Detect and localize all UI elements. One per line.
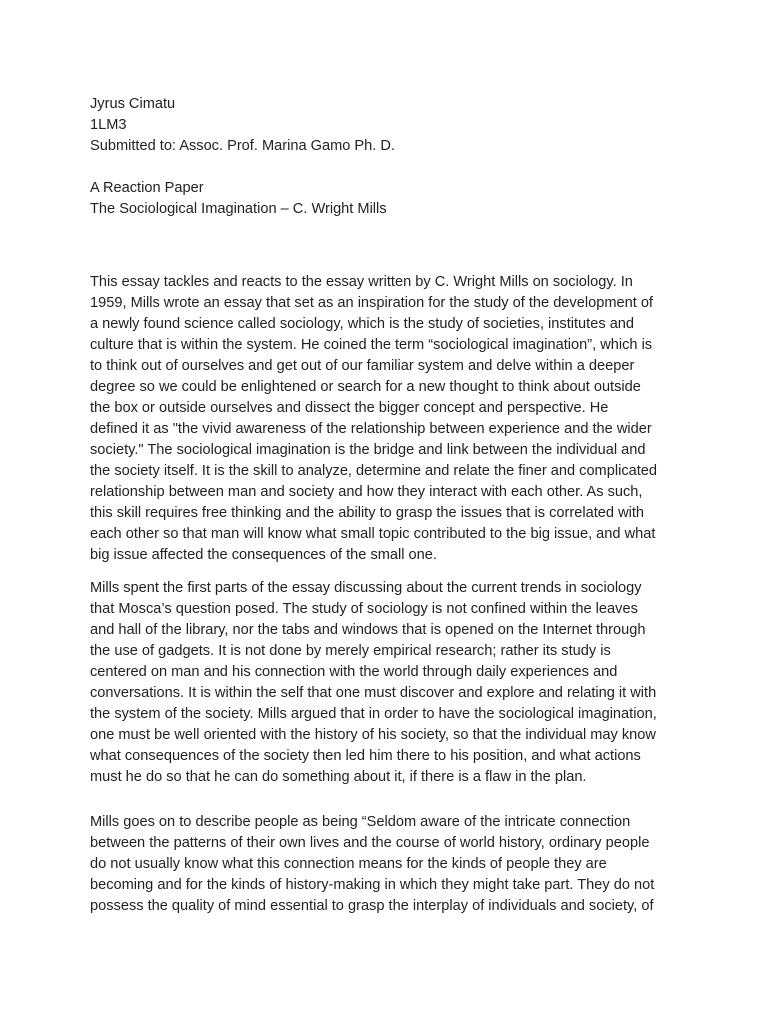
paragraph-line: Mills spent the first parts of the essay discussing about the current trends in sociology <box>90 580 642 596</box>
document-title: The Sociological Imagination – C. Wright Mills <box>90 201 387 217</box>
paragraph-line: a newly found science called sociology, which is the study of societies, institutes and <box>90 316 635 332</box>
paragraph-line: 1959, Mills wrote an essay that set as an inspiration for the study of the development of <box>90 295 653 311</box>
paragraph-line: centered on man and his connection with the world through daily experiences and <box>90 664 618 680</box>
header-spacer <box>90 157 690 178</box>
paragraph-line: Mills goes on to describe people as being “Seldom aware of the intricate connection <box>90 814 631 830</box>
paragraph-line: must he do so that he can do something about it, if there is a flaw in the plan. <box>90 769 587 785</box>
paragraph-line: big issue affected the consequences of the small one. <box>90 547 437 563</box>
paragraph-line: that Mosca’s question posed. The study of sociology is not confined within the leaves <box>90 601 638 617</box>
author-name: Jyrus Cimatu <box>90 96 176 112</box>
body-paragraph-3 <box>90 812 690 917</box>
paragraph-line: what consequences of the society then led him there to his position, and what actions <box>90 748 641 764</box>
paragraph-line: society." The sociological imagination is the bridge and link between the individual and <box>90 442 646 458</box>
body-paragraph-2 <box>90 578 690 788</box>
paragraph-line: do not usually know what this connection means for the kinds of people they are <box>90 856 607 872</box>
document-header <box>90 94 690 220</box>
class-section: 1LM3 <box>90 117 127 133</box>
paragraph-line: degree so we could be enlightened or search for a new thought to think about outside <box>90 379 641 395</box>
paragraph-line: defined it as "the vivid awareness of the relationship between experience and the wider <box>90 421 652 437</box>
paragraph-line: between the patterns of their own lives and the course of world history, ordinary people <box>90 835 650 851</box>
paragraph-line: relationship between man and society and how they interact with each other. As such, <box>90 484 643 500</box>
paragraph-line: one must be well oriented with the history of his society, so that the individual may know <box>90 727 656 743</box>
paragraph-line: the use of gadgets. It is not done by merely empirical research; rather its study is <box>90 643 611 659</box>
paragraph-line: conversations. It is within the self that one must discover and explore and relating it with <box>90 685 657 701</box>
paragraph-line: this skill requires free thinking and the ability to grasp the issues that is correlated with <box>90 505 645 521</box>
paragraph-line: the box or outside ourselves and dissect the bigger concept and perspective. He <box>90 400 609 416</box>
paragraph-line: and hall of the library, nor the tabs and windows that is opened on the Internet through <box>90 622 646 638</box>
paragraph-line: the society itself. It is the skill to analyze, determine and relate the finer and complicated <box>90 463 658 479</box>
paragraph-line: This essay tackles and reacts to the essay written by C. Wright Mills on sociology. In <box>90 274 633 290</box>
document-type: A Reaction Paper <box>90 180 204 196</box>
paragraph-line: the system of the society. Mills argued that in order to have the sociological imagination, <box>90 706 657 722</box>
paragraph-line: possess the quality of mind essential to grasp the interplay of individuals and society, of <box>90 898 654 914</box>
submitted-to: Submitted to: Assoc. Prof. Marina Gamo Ph. D. <box>90 138 395 154</box>
body-paragraph-1 <box>90 272 690 566</box>
paragraph-line: each other so that man will know what small topic contributed to the big issue, and what <box>90 526 656 542</box>
paragraph-line: culture that is within the system. He coined the term “sociological imagination”, which is <box>90 337 653 353</box>
paragraph-line: to think out of ourselves and get out of our familiar system and delve within a deeper <box>90 358 635 374</box>
paragraph-line: becoming and for the kinds of history-making in which they might take part. They do not <box>90 877 655 893</box>
